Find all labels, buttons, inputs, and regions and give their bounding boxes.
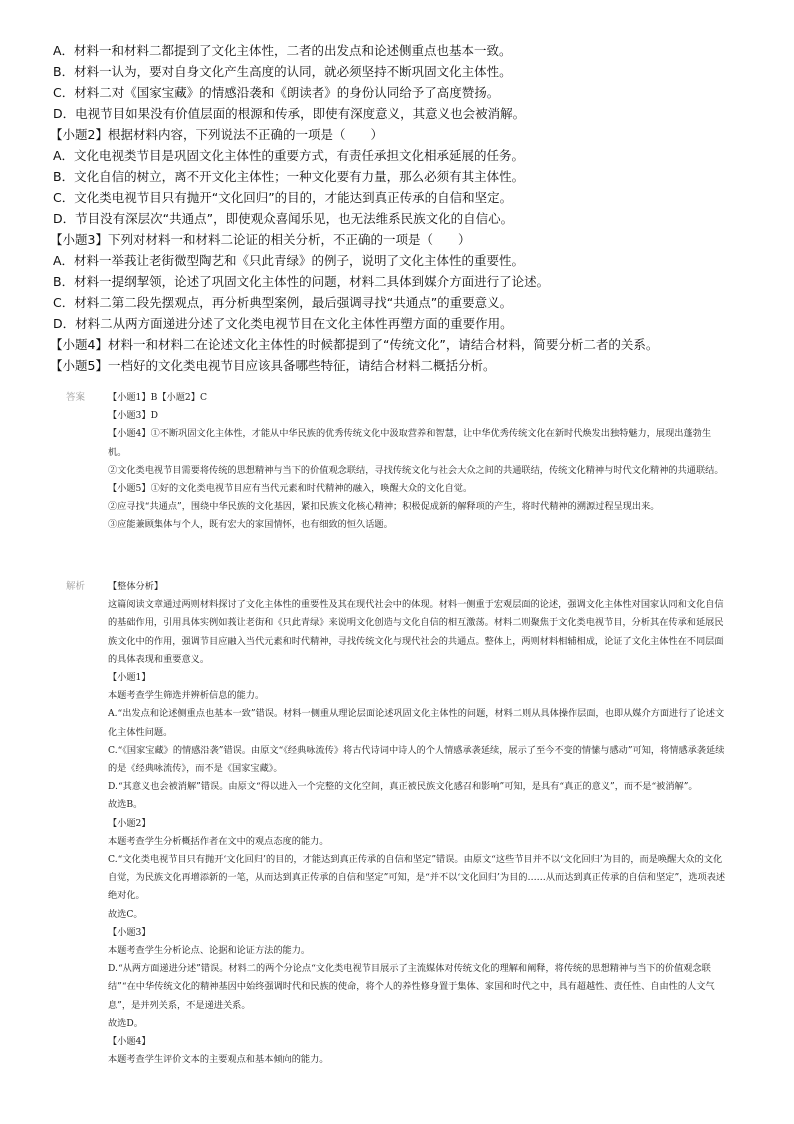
question-stem: 【小题2】根据材料内容，下列说法不正确的一项是（ ） [50, 127, 383, 142]
analysis-line: 【小题2】 [108, 817, 151, 829]
answer-line: ②应寻找“共通点”，围绕中华民族的文化基因，紧扣民族文化核心精神；积极促成新的解释项的产生，将时代精神的溯源过程呈现出来。 [108, 501, 660, 513]
option-line: B．材料一提纲挈领，论述了巩固文化主体性的问题，材料二具体到媒介方面进行了论述。 [53, 274, 550, 289]
analysis-line: 故选B。 [108, 799, 143, 811]
option-line: A．材料一和材料二都提到了文化主体性，二者的出发点和论述侧重点也基本一致。 [53, 43, 512, 58]
answer-line: ③应能兼顾集体与个人，既有宏大的家国情怀，也有细致的恒久话题。 [108, 519, 393, 531]
analysis-line: 这篇阅读文章通过两则材料探讨了文化主体性的重要性及其在现代社会中的体现。材料一侧重于宏观层面的论述，强调文化主体性对国家认同和文化自信的基础作用，引用具体实例如莪让老街和《只此青绿》来说明文化创造与文化自信的相互激荡。材料二则聚焦于文化类电视节目，分析其在传承和延展民族文化中的作用，强调节目应融入当代元素和时代精神，寻找传统文化与现代社会的共通点。整体上，两则材料相辅相成，论证了文化主体性在不同层面的具体表现和重要意义。 [108, 599, 724, 665]
answer-tag: 答案 [66, 392, 86, 403]
option-line: A．材料一举莪让老街微型陶艺和《只此青绿》的例子，说明了文化主体性的重要性。 [53, 253, 525, 268]
analysis-line: 本题考查学生分析概括作者在文中的观点态度的能力。 [108, 835, 329, 847]
answer-line: 【小题1】B【小题2】C [108, 392, 207, 403]
analysis-line: 【整体分析】 [108, 581, 164, 592]
option-line: D．材料二从两方面递进分述了文化类电视节目在文化主体性再塑方面的重要作用。 [53, 316, 513, 331]
option-line: A．文化电视类节目是巩固文化主体性的重要方式，有责任承担文化相承延展的任务。 [53, 148, 525, 163]
analysis-line: 故选C。 [108, 908, 143, 920]
answer-line: 【小题5】①好的文化类电视节目应有当代元素和时代精神的融入，唤醒大众的文化自觉。 [108, 483, 473, 495]
question-stem: 【小题4】材料一和材料二在论述文化主体性的时候都提到了“传统文化”，请结合材料，简要分析二者的关系。 [50, 337, 659, 352]
analysis-tag: 解析 [66, 581, 86, 592]
analysis-line: 【小题4】 [108, 1036, 151, 1048]
question-stem: 【小题5】一档好的文化类电视节目应该具备哪些特征，请结合材料二概括分析。 [50, 358, 496, 373]
analysis-body [108, 578, 726, 1069]
analysis-line: C.“《国家宝藏》的情感沿袭”错误。由原文“《经典咏流传》将古代诗词中诗人的个人情感承袭延续，展示了至今不变的情愫与感动”可知，将情感承袭延续的是《经典咏流传》，而不是《国家宝藏》。 [108, 744, 725, 775]
question-stem: 【小题3】下列对材料一和材料二论证的相关分析，不正确的一项是（ ） [50, 232, 471, 247]
answer-line: ②文化类电视节目需要将传统的思想精神与当下的价值观念联结，寻找传统文化与社会大众之间的共通联结，传统文化精神与时代文化精神的共通联结。 [108, 464, 724, 476]
option-line: B．材料一认为，要对自身文化产生高度的认同，就必须坚持不断巩固文化主体性。 [53, 64, 512, 79]
option-line: D．电视节目如果没有价值层面的根源和传承，即使有深度意义，其意义也会被消解。 [53, 106, 526, 121]
option-line: B．文化自信的树立，离不开文化主体性；一种文化要有力量，那么必须有其主体性。 [53, 169, 525, 184]
answer-line: 【小题3】D [108, 410, 158, 422]
analysis-line: C.“文化类电视节目只有抛开‘文化回归’的目的，才能达到真正传承的自信和坚定”错误。由原文“这些节目并不以‘文化回归’为目的，而是唤醒大众的文化自觉，为民族文化再增添新的一笔，从而达到真正传承的自信和坚定”可知，是“并不以‘文化回归’为目的……从而达到真正传承的自信和坚定”，选项表述绝对化。 [108, 854, 726, 902]
analysis-line: 【小题1】 [108, 672, 151, 684]
analysis-line: D.“从两方面递进分述”错误。材料二的两个分论点“文化类电视节目展示了主流媒体对传统文化的理解和阐释，将传统的思想精神与当下的价值观念联结”“在中华传统文化的精神基因中始终强调时代和民族的使命，将个人的养性修身置于集体、家国和时代之中，具有超越性、责任性、自由性的人文气息”，是并列关系，不是递进关系。 [108, 963, 715, 1011]
answer-line: 【小题4】①不断巩固文化主体性，才能从中华民族的优秀传统文化中汲取营养和智慧，让中华优秀传统文化在新时代焕发出独特魅力，展现出蓬勃生机。 [108, 428, 712, 458]
option-line: C．材料二对《国家宝藏》的情感沿袭和《朗读者》的身份认同给予了高度赞扬。 [53, 85, 500, 100]
analysis-line: 故选D。 [108, 1017, 143, 1029]
analysis-line: A.“出发点和论述侧重点也基本一致”错误。材料一侧重从理论层面论述巩固文化主体性的问题，材料二则从具体操作层面，也即从媒介方面进行了论述文化主体性问题。 [108, 708, 725, 738]
analysis-line: D.“其意义也会被消解”错误。由原文“得以进入一个完整的文化空间，真正被民族文化感召和影响”可知，是具有“真正的意义”，而不是“被消解”。 [108, 781, 698, 793]
analysis-line: 本题考查学生分析论点、论据和论证方法的能力。 [108, 945, 311, 957]
question-list [50, 40, 753, 376]
analysis-section [66, 578, 726, 1069]
option-line: D．节目没有深层次“共通点”，即使观众喜闻乐见，也无法维系民族文化的自信心。 [53, 211, 514, 226]
option-line: C．文化类电视节目只有抛开“文化回归”的目的，才能达到真正传承的自信和坚定。 [53, 190, 513, 205]
analysis-line: 本题考查学生评价文本的主要观点和基本倾向的能力。 [108, 1054, 329, 1066]
answer-body [108, 389, 726, 535]
analysis-line: 【小题3】 [108, 926, 151, 938]
answer-section [66, 389, 726, 535]
option-line: C．材料二第二段先摆观点，再分析典型案例，最后强调寻找“共通点”的重要意义。 [53, 295, 513, 310]
analysis-line: 本题考查学生筛选并辨析信息的能力。 [108, 690, 265, 702]
